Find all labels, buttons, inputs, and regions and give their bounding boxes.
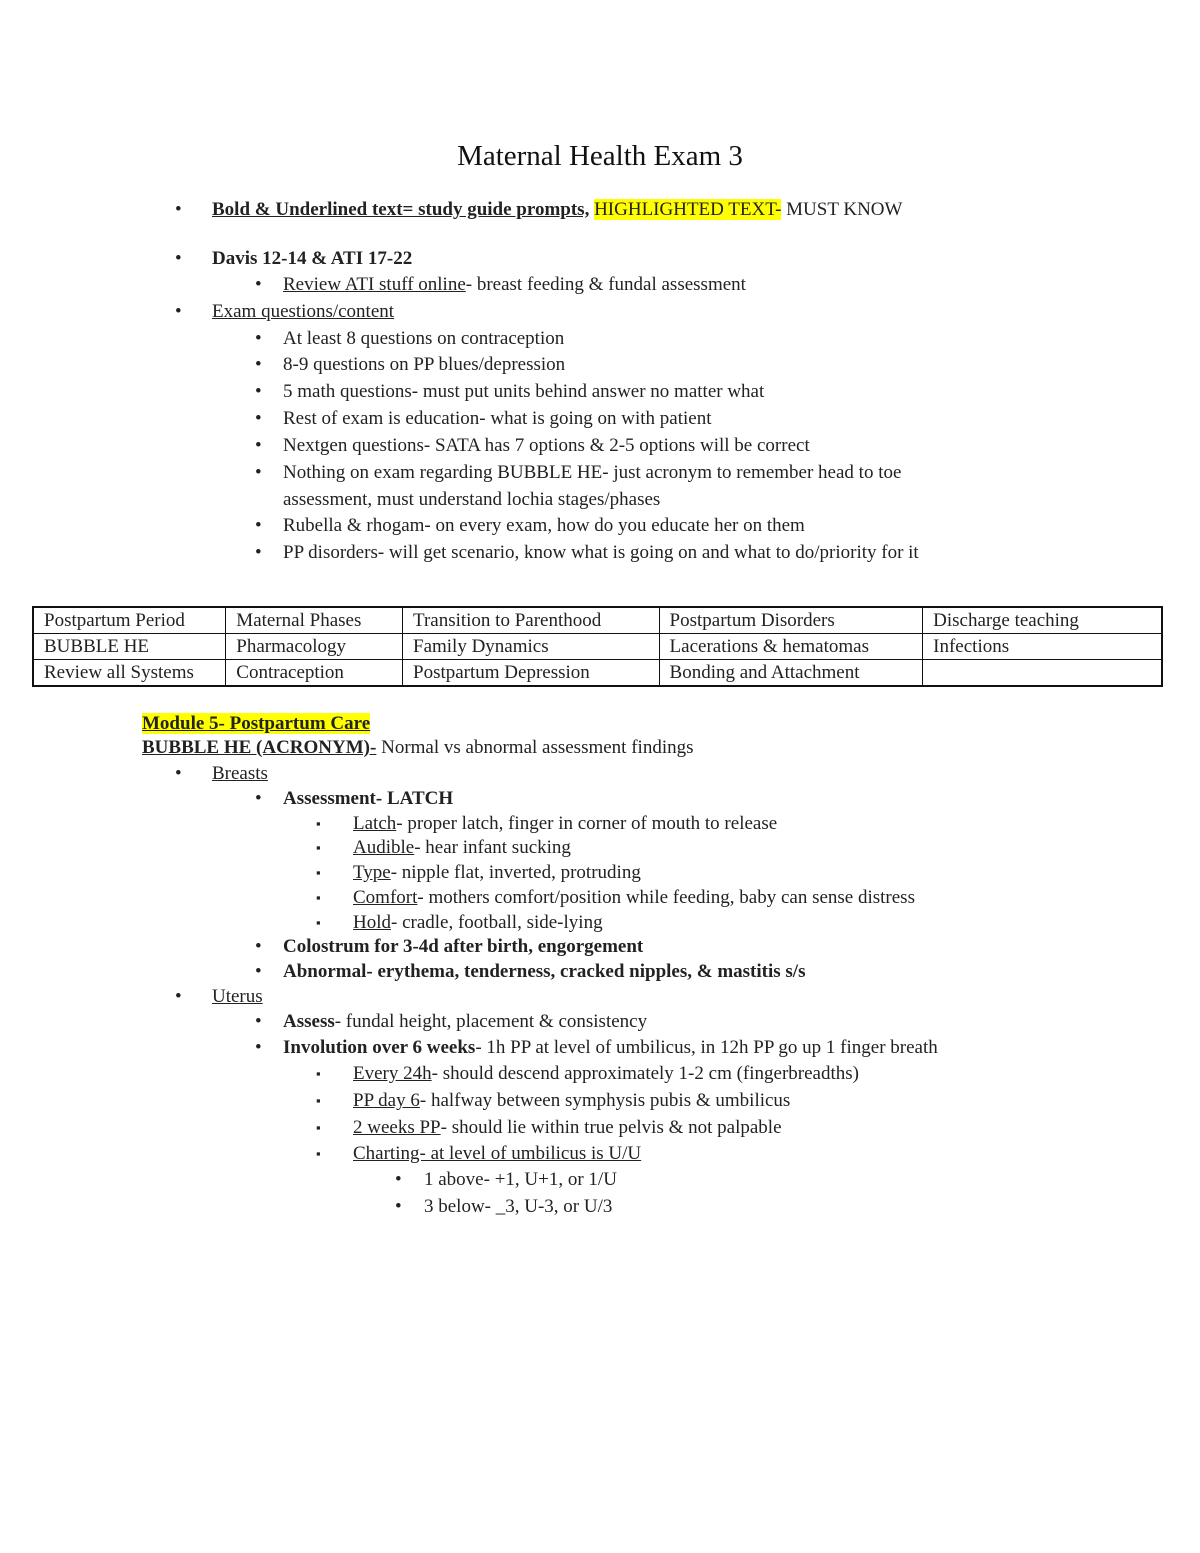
table-cell: Postpartum Disorders <box>659 607 923 634</box>
page-title: Maternal Health Exam 3 <box>457 140 743 172</box>
square-bullet: ▪ <box>316 890 321 905</box>
topics-table <box>32 606 1163 687</box>
legend-bold-underlined: Bold & Underlined text= study guide prompts, <box>212 199 590 220</box>
table-cell: Review all Systems <box>33 660 226 687</box>
latch-rest: - hear infant sucking <box>414 837 571 858</box>
latch-item <box>353 886 915 910</box>
bullet-dot: • <box>395 1169 402 1190</box>
breasts-assessment: Assessment- LATCH <box>283 788 454 809</box>
charting-heading: Charting- at level of umbilicus is U/U <box>353 1143 642 1164</box>
table-row <box>33 660 1162 687</box>
exam-item: Rest of exam is education- what is going on with patient <box>283 408 712 429</box>
table-cell: Transition to Parenthood <box>403 607 660 634</box>
involution-item-rest: - should lie within true pelvis & not palpable <box>440 1117 782 1138</box>
bullet-dot: • <box>175 986 182 1007</box>
bullet-dot: • <box>255 542 262 563</box>
table-cell: Contraception <box>226 660 403 687</box>
breasts-label: Breasts <box>212 763 268 784</box>
bullet-dot: • <box>175 301 182 322</box>
latch-rest: - mothers comfort/position while feeding, baby can sense distress <box>417 887 915 908</box>
exam-item: Nothing on exam regarding BUBBLE HE- just acronym to remember head to toe <box>283 462 902 483</box>
acronym-rest: Normal vs abnormal assessment findings <box>376 737 694 758</box>
uterus-assess-term: Assess <box>283 1011 335 1032</box>
bullet-dot: • <box>255 788 262 809</box>
uterus-assess <box>283 1010 647 1034</box>
latch-term: Latch <box>353 813 397 834</box>
bullet-dot: • <box>255 462 262 483</box>
table-cell: Bonding and Attachment <box>659 660 923 687</box>
latch-item <box>353 911 603 935</box>
involution-item <box>353 1062 859 1086</box>
charting-item: 3 below- _3, U-3, or U/3 <box>424 1196 613 1217</box>
bullet-dot: • <box>255 328 262 349</box>
square-bullet: ▪ <box>316 1093 321 1108</box>
bullet-dot: • <box>255 274 262 295</box>
involution-item-rest: - should descend approximately 1-2 cm (fingerbreadths) <box>431 1063 859 1084</box>
involution-rest: - 1h PP at level of umbilicus, in 12h PP go up 1 finger breath <box>475 1037 938 1058</box>
table-cell: BUBBLE HE <box>33 634 226 660</box>
involution-item-term: 2 weeks PP <box>353 1117 441 1138</box>
exam-item: 5 math questions- must put units behind answer no matter what <box>283 381 765 402</box>
breasts-abnormal: Abnormal- erythema, tenderness, cracked nipples, & mastitis s/s <box>283 961 806 982</box>
table-cell: Infections <box>923 634 1162 660</box>
module-heading-line <box>142 712 370 736</box>
bullet-dot: • <box>175 763 182 784</box>
bullet-dot: • <box>255 1011 262 1032</box>
involution-item-term: PP day 6 <box>353 1090 420 1111</box>
uterus-assess-rest: - fundal height, placement & consistency <box>334 1011 648 1032</box>
involution-item <box>353 1116 782 1140</box>
square-bullet: ▪ <box>316 865 321 880</box>
review-ati-link: Review ATI stuff online <box>283 274 466 295</box>
latch-rest: - proper latch, finger in corner of mouth to release <box>396 813 778 834</box>
square-bullet: ▪ <box>316 1120 321 1135</box>
charting-item: 1 above- +1, U+1, or 1/U <box>424 1169 617 1190</box>
table-cell <box>923 660 1162 687</box>
uterus-label: Uterus <box>212 986 263 1007</box>
bullet-dot: • <box>255 354 262 375</box>
table-cell: Family Dynamics <box>403 634 660 660</box>
square-bullet: ▪ <box>316 1066 321 1081</box>
bullet-dot: • <box>255 1037 262 1058</box>
latch-rest: - nipple flat, inverted, protruding <box>390 862 641 883</box>
latch-term: Audible <box>353 837 415 858</box>
bullet-dot: • <box>255 435 262 456</box>
bullet-dot: • <box>255 961 262 982</box>
bullet-dot: • <box>175 199 182 220</box>
breasts-colostrum: Colostrum for 3-4d after birth, engorgement <box>283 936 644 957</box>
exam-item: Nextgen questions- SATA has 7 options & 2-5 options will be correct <box>283 435 810 456</box>
exam-item: Rubella & rhogam- on every exam, how do you educate her on them <box>283 515 805 536</box>
table-row <box>33 607 1162 634</box>
legend-must-know: MUST KNOW <box>781 199 903 220</box>
latch-item <box>353 861 641 885</box>
review-ati-rest: - breast feeding & fundal assessment <box>465 274 746 295</box>
bullet-dot: • <box>175 248 182 269</box>
square-bullet: ▪ <box>316 915 321 930</box>
exam-item: PP disorders- will get scenario, know what is going on and what to do/priority for it <box>283 542 919 563</box>
table-row <box>33 634 1162 660</box>
bullet-dot: • <box>255 408 262 429</box>
table-cell: Postpartum Depression <box>403 660 660 687</box>
bullet-dot: • <box>255 936 262 957</box>
acronym-line <box>142 736 694 760</box>
latch-item <box>353 836 571 860</box>
table-cell: Lacerations & hematomas <box>659 634 923 660</box>
square-bullet: ▪ <box>316 816 321 831</box>
exam-item-continuation: assessment, must understand lochia stages/phases <box>283 489 661 510</box>
exam-item: At least 8 questions on contraception <box>283 328 565 349</box>
square-bullet: ▪ <box>316 1146 321 1161</box>
latch-term: Type <box>353 862 391 883</box>
legend-line <box>212 198 902 222</box>
latch-term: Hold <box>353 912 391 933</box>
exam-item: 8-9 questions on PP blues/depression <box>283 354 566 375</box>
square-bullet: ▪ <box>316 840 321 855</box>
table-cell: Discharge teaching <box>923 607 1162 634</box>
sources-heading: Davis 12-14 & ATI 17-22 <box>212 248 413 269</box>
latch-rest: - cradle, football, side-lying <box>391 912 603 933</box>
legend-highlighted: HIGHLIGHTED TEXT- <box>594 199 782 220</box>
latch-term: Comfort <box>353 887 418 908</box>
involution-term: Involution over 6 weeks <box>283 1037 476 1058</box>
table-cell: Postpartum Period <box>33 607 226 634</box>
bullet-dot: • <box>255 381 262 402</box>
involution-item-rest: - halfway between symphysis pubis & umbilicus <box>419 1090 791 1111</box>
module-heading: Module 5- Postpartum Care <box>142 713 371 734</box>
involution-item <box>353 1089 790 1113</box>
involution-item-term: Every 24h <box>353 1063 432 1084</box>
bullet-dot: • <box>395 1196 402 1217</box>
table-cell: Maternal Phases <box>226 607 403 634</box>
exam-heading: Exam questions/content <box>212 301 395 322</box>
uterus-involution <box>283 1036 938 1060</box>
bullet-dot: • <box>255 515 262 536</box>
latch-item <box>353 812 777 836</box>
review-line <box>283 273 746 297</box>
acronym-label: BUBBLE HE (ACRONYM)- <box>142 737 377 758</box>
table-cell: Pharmacology <box>226 634 403 660</box>
